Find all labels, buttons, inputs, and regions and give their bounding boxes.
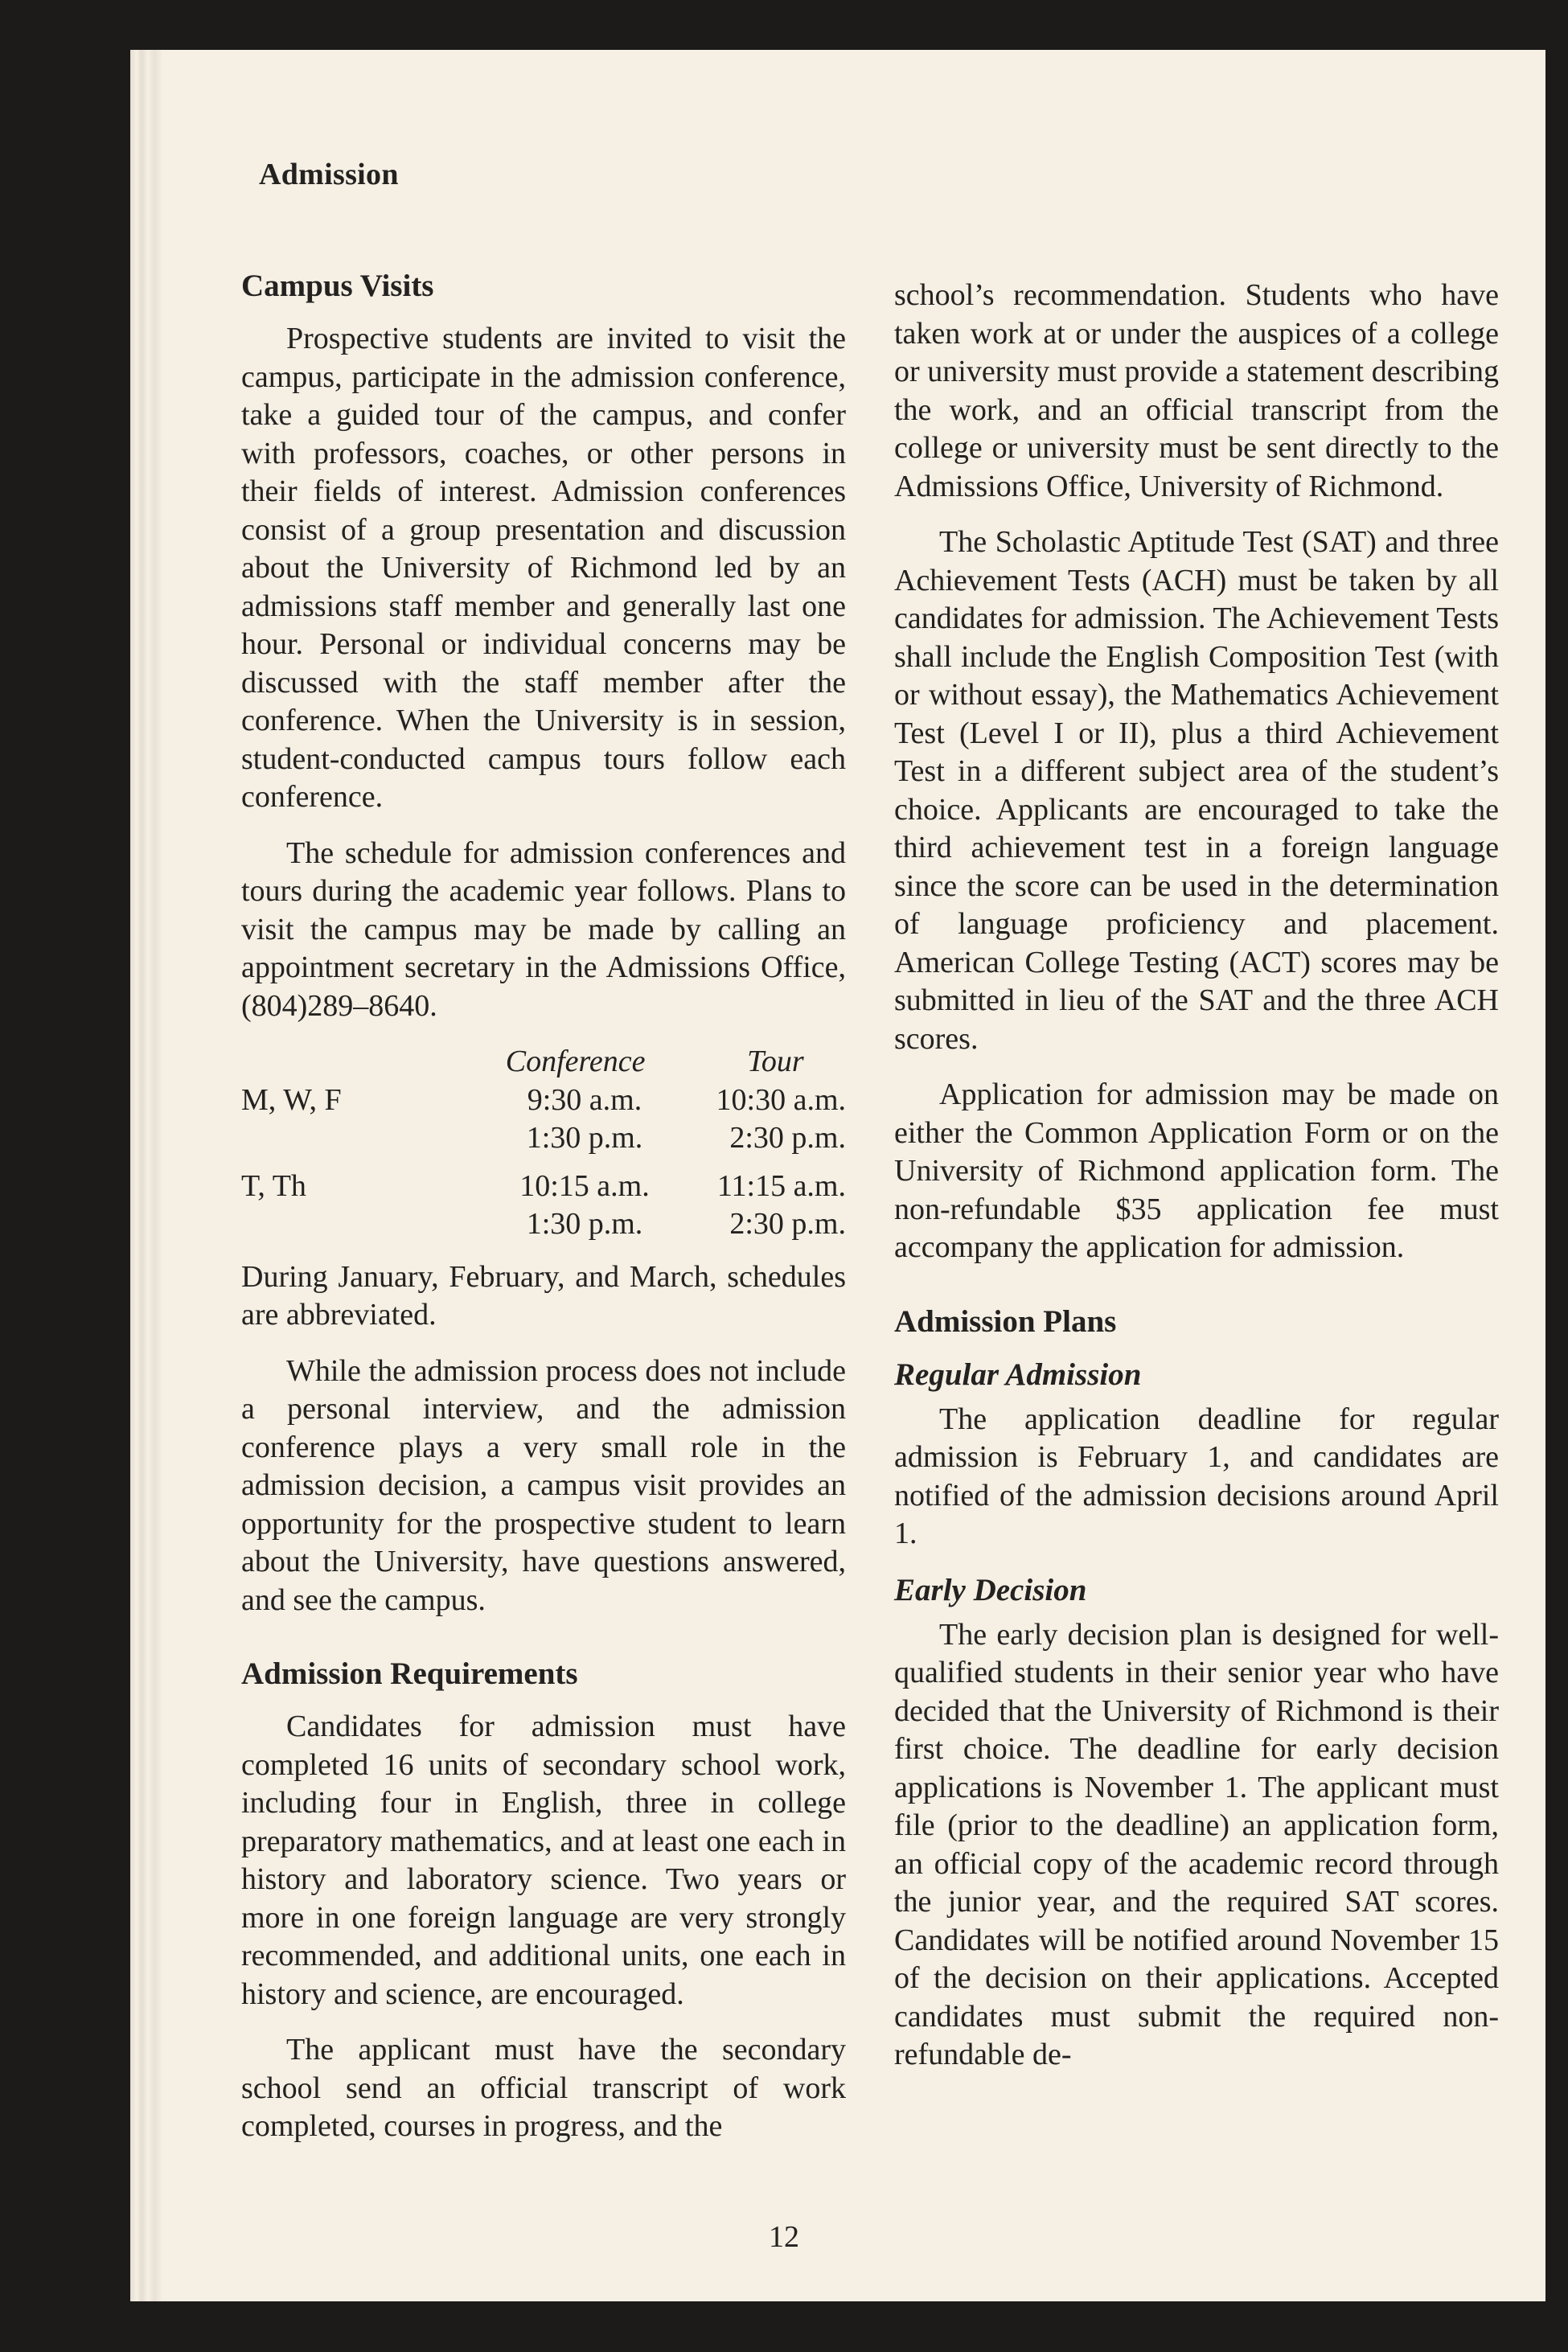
schedule-header-days (241, 1043, 462, 1082)
schedule-days (241, 1205, 468, 1244)
schedule-row (241, 1168, 846, 1206)
schedule-conference-time: 1:30 p.m. (526, 1207, 643, 1241)
schedule-conference-time: 1:30 p.m. (526, 1121, 643, 1155)
left-column (241, 267, 846, 2164)
schedule-days: M, W, F (241, 1082, 342, 1117)
page-number: 12 (769, 2220, 799, 2254)
schedule-tour-time: 2:30 p.m. (729, 1207, 846, 1241)
schedule-row (241, 1205, 846, 1244)
sat-paragraph: The Scholastic Aptitude Test (SAT) and three Achievement Tests (ACH) must be taken by all candidates for admission. The Achievement Tests shall include the English Composition Test (with or without essay), the Mathematics Achievement Test (Level I or II), plus a third Achievement Test in a different subject area of the student’s choice. Applicants are encouraged to take the third achievement test in a foreign language since the score can be used in the determination of language proficiency and placement. American College Testing (ACT) scores may be submitted in lieu of the SAT and the three ACH scores. (894, 525, 1499, 1056)
campus-visits-heading: Campus Visits (241, 269, 434, 303)
campus-visits-paragraph-4: While the admission process does not include a personal interview, and the admission conference plays a very small role in the admission decision, a campus visit provides an opportunity for the prospective student to learn about the University, have questions answered, and see the campus. (241, 1353, 846, 1617)
early-decision-heading: Early Decision (894, 1572, 1087, 1607)
page-edge-stack (130, 50, 179, 2301)
schedule-spacer (241, 1158, 846, 1168)
visit-schedule-table (241, 1043, 846, 1244)
right-column (894, 277, 1499, 2092)
schedule-days: T, Th (241, 1168, 306, 1203)
schedule-header-conference: Conference (505, 1045, 646, 1078)
schedule-conference-time: 10:15 a.m. (519, 1168, 650, 1203)
regular-admission-text: The application deadline for regular admission is February 1, and candidates are notified of the admission decisions around April 1. (894, 1402, 1499, 1550)
campus-visits-paragraph-1: Prospective students are invited to visit the campus, participate in the admission conference, take a guided tour of the campus, and confer with professors, coaches, or other persons in their fields of interest. Admission conferences consist of a group presentation and discussion about the University of Richmond led by an admissions staff member and generally last one hour. Personal or individual concerns may be discussed with the staff member after the conference. When the University is in session, student-conducted campus tours follow each conference. (241, 322, 846, 814)
schedule-header-row (241, 1043, 846, 1082)
early-decision-text: The early decision plan is designed for well-qualified students in their senior year who have decided that the University of Richmond is their first choice. The deadline for early decision applications is November 1. The applicant must file (prior to the deadline) an application form, an official copy of the academic record through the junior year, and the required SAT scores. Candidates will be notified around November 15 of the decision on their applications. Accepted candidates must submit the required non-refundable de- (894, 1617, 1499, 2071)
schedule-tour-time: 2:30 p.m. (729, 1121, 846, 1155)
requirements-paragraph-2: The applicant must have the secondary school send an official transcript of work completed, courses in progress, and the (241, 2033, 846, 2143)
schedule-days (241, 1119, 468, 1158)
regular-admission-heading: Regular Admission (894, 1357, 1142, 1392)
schedule-note: During January, February, and March, schedules are abbreviated. (241, 1259, 846, 1332)
campus-visits-paragraph-2: The schedule for admission conferences and tours during the academic year follows. Plans to visit the campus may be made by calling an appointment secretary in the Admissions Office, (804)289–8640. (241, 835, 846, 1023)
schedule-tour-time: 11:15 a.m. (716, 1168, 846, 1203)
admission-requirements-heading: Admission Requirements (241, 1656, 578, 1691)
application-paragraph: Application for admission may be made on either the Common Application Form or on the University of Richmond application form. The non-refundable $35 application fee must accompany the application for admission. (894, 1077, 1499, 1264)
schedule-tour-time: 10:30 a.m. (716, 1082, 846, 1117)
schedule-header-tour: Tour (747, 1045, 804, 1078)
schedule-row (241, 1082, 846, 1120)
admission-plans-heading: Admission Plans (894, 1303, 1117, 1339)
requirements-paragraph-1: Candidates for admission must have completed 16 units of secondary school work, including four in English, three in college preparatory mathematics, and at least one each in history and laboratory science. Two years or more in one foreign language are very strongly recommended, and additional units, one each in history and science, are encouraged. (241, 1710, 846, 2011)
running-head: Admission (259, 158, 399, 191)
continued-paragraph: school’s recommendation. Students who have taken work at or under the auspices of a college or university must provide a statement describing the work, and an official transcript from the college or university must be sent directly to the Admissions Office, University of Richmond. (894, 278, 1499, 503)
schedule-row (241, 1119, 846, 1158)
schedule-conference-time: 9:30 a.m. (527, 1082, 642, 1117)
